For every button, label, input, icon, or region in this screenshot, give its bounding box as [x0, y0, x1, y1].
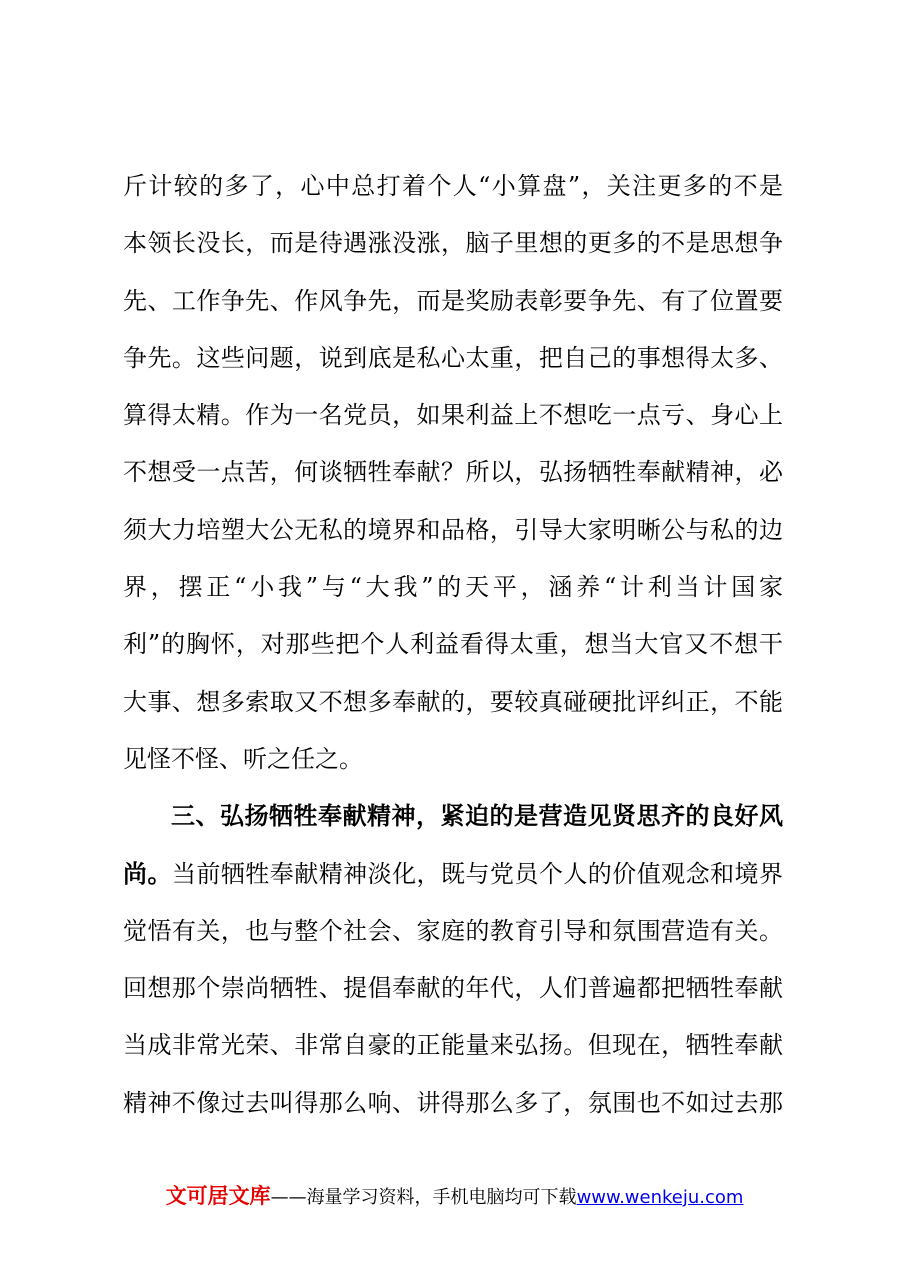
paragraph-line: 大事、想多索取又不想多奉献的，要较真碰硬批评纠正，不能 [123, 687, 783, 716]
paragraph-line: 争先。这些问题，说到底是私心太重，把自己的事想得太多、 [123, 343, 783, 372]
paragraph-line: 须大力培塑大公无私的境界和品格，引导大家明晰公与私的边 [123, 515, 783, 544]
footer-brand: 文可居文库 [165, 1184, 271, 1208]
paragraph-line: 当成非常光荣、非常自豪的正能量来弘扬。但现在，牺牲奉献 [123, 1031, 783, 1060]
paragraph-text: 当前牺牲奉献精神淡化，既与党员个人的价值观念和境界 [171, 859, 783, 888]
paragraph-line: 斤计较的多了，心中总打着个人“小算盘”，关注更多的不是 [123, 172, 783, 200]
paragraph-line: 利”的胸怀，对那些把个人利益看得太重，想当大官又不想干 [123, 630, 783, 659]
paragraph-line: 觉悟有关，也与整个社会、家庭的教育引导和氛围营造有关。 [123, 916, 783, 945]
footer-tagline: ——海量学习资料，手机电脑均可下载 [270, 1187, 577, 1208]
paragraph-line: 本领长没长，而是待遇涨没涨，脑子里想的更多的不是思想争 [123, 229, 783, 258]
body-text [123, 158, 783, 1132]
paragraph-line: 见怪不怪、听之任之。 [123, 744, 363, 773]
footer-website-link[interactable]: www.wenkeju.com [576, 1187, 744, 1208]
paragraph-line: 算得太精。作为一名党员，如果利益上不想吃一点亏、身心上 [123, 401, 783, 430]
paragraph-line [123, 846, 783, 903]
paragraph-line: 不想受一点苦，何谈牺牲奉献？所以，弘扬牺牲奉献精神，必 [123, 458, 783, 487]
paragraph-line: 先、工作争先、作风争先，而是奖励表彰要争先、有了位置要 [123, 286, 783, 315]
section-heading-end: 尚。 [123, 859, 172, 888]
paragraph-line: 精神不像过去叫得那么响、讲得那么多了，氛围也不如过去那 [123, 1088, 783, 1117]
footer-banner [0, 1182, 909, 1212]
paragraph-line: 回想那个崇尚牺牲、提倡奉献的年代，人们普遍都把牺牲奉献 [123, 974, 783, 1003]
paragraph-line: 界，摆正“小我”与“大我”的天平，涵养“计利当计国家 [123, 573, 783, 602]
section-heading: 三、弘扬牺牲奉献精神，紧迫的是营造见贤思齐的良好风 [171, 802, 783, 831]
